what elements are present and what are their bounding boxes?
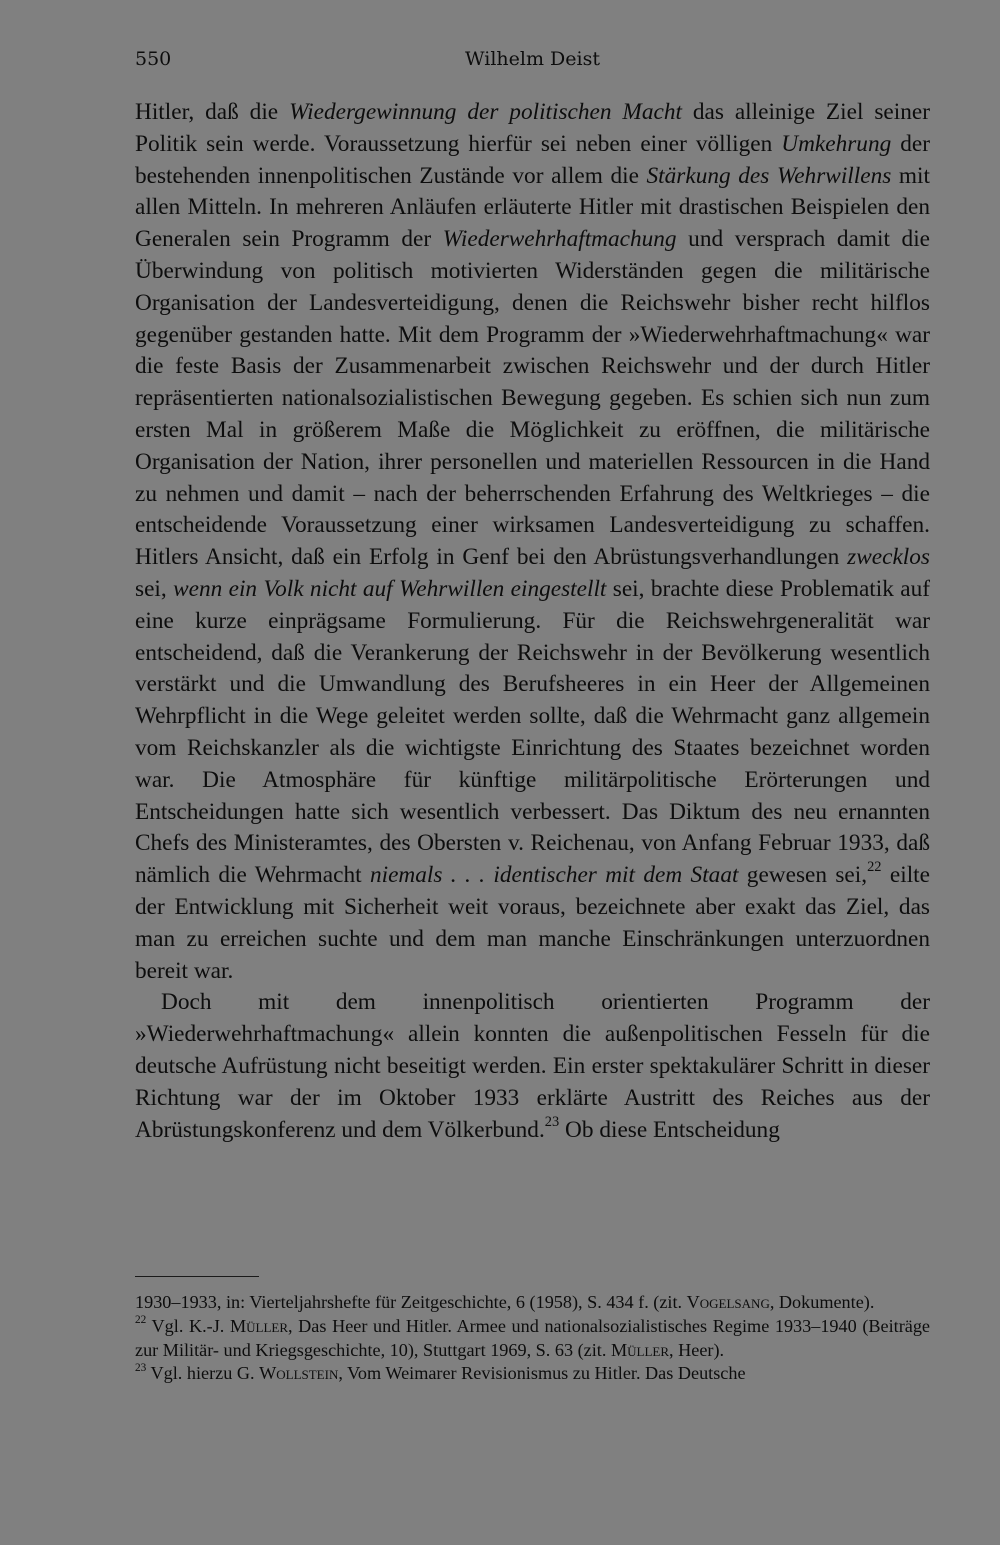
body-text: [135, 97, 930, 1146]
running-header: [135, 48, 930, 76]
text-span: , Heer).: [669, 1339, 725, 1360]
text-span: Vgl. hierzu G.: [146, 1363, 260, 1384]
author-name: Müller: [610, 1339, 670, 1360]
text-span: Vgl. K.-J.: [146, 1315, 230, 1336]
emphasis: zwecklos: [847, 544, 930, 571]
text-span: und versprach damit die Überwindung von politisch motivierten Widerständen gegen die militärische Organisation der Landesverteidigung, denen die Reichswehr bisher recht hilflos gegenüber gestanden hatte. Mit dem Programm der »Wiederwehrhaftmachung« war die feste Basis der Zusammenarbeit zwischen Reichswehr und der durch Hitler repräsentierten nationalsozialistischen Bewegung gegeben. Es schien sich nun zum ersten Mal in größerem Maße die Möglichkeit zu eröffnen, die militärische Organisation der Nation, ihrer personellen und materiellen Ressourcen in die Hand zu nehmen und damit – nach der beherrschenden Erfahrung des Weltkrieges – die entscheidende Voraussetzung einer wirksamen Landesverteidigung zu schaffen. Hitlers Ansicht, daß ein Erfolg in Genf bei den Abrüstungsverhandlungen: [135, 226, 931, 571]
running-head-author: Wilhelm Deist: [465, 48, 600, 70]
text-span: der bestehenden innenpolitischen Zustände vor allem die: [135, 130, 930, 189]
paragraph-2: [135, 987, 930, 1146]
text-span: Doch mit dem innenpolitisch orientierten Programm der »Wiederwehrhaftmachung« allein konnten die außenpolitischen Fesseln für die deutsche Aufrüstung nicht beseitigt werden. Ein erster spektakulärer Schritt in dieser Richtung war der im Oktober 1933 erklärte Austritt des Reiches aus der Abrüstungskonferenz und dem Völkerbund.: [135, 989, 930, 1143]
emphasis: Wiederwehrhaftmachung: [442, 226, 677, 253]
footnote-number: 23: [135, 1361, 147, 1374]
text-span: mit allen Mitteln. In mehreren Anläufen erläuterte Hitler mit drastischen Beispielen den Generalen sein Programm der: [135, 162, 930, 253]
text-span: das alleinige Ziel seiner Politik sein werde. Voraussetzung hierfür sei neben einer völligen: [135, 99, 930, 157]
author-name: Vogelsang: [686, 1292, 770, 1312]
footnote-23: [135, 1362, 930, 1386]
page-number: 550: [135, 48, 172, 70]
emphasis: Umkehrung: [781, 130, 892, 157]
text-span: , Vom Weimarer Revisionismus zu Hitler. Das Deutsche: [338, 1363, 746, 1384]
text-span: Hitler, daß die: [135, 99, 290, 125]
text-span: , Dokumente).: [769, 1292, 875, 1312]
text-span: , Das Heer und Hitler. Armee und nationalsozialistisches Regime 1933–1940 (Beiträge zur Militär- und Kriegsgeschichte, 10), Stuttgart 1969, S. 63 (zit.: [135, 1315, 930, 1360]
paragraph-1: [135, 97, 930, 987]
emphasis: Wiedergewinnung der politischen Macht: [289, 99, 682, 125]
emphasis: Stärkung des Wehrwillens: [646, 162, 892, 189]
footnote-22: [135, 1315, 930, 1363]
footnotes: [135, 1291, 930, 1386]
footnote-number: 22: [135, 1314, 147, 1327]
footnote-ref-22[interactable]: 22: [867, 859, 882, 876]
author-name: Wollstein: [259, 1363, 339, 1384]
text-span: 1930–1933, in: Vierteljahrshefte für Zeitgeschichte, 6 (1958), S. 434 f. (zit.: [135, 1292, 687, 1312]
emphasis: wenn ein Volk nicht auf Wehrwillen eingestellt: [173, 575, 607, 602]
text-span: gewesen sei,: [738, 862, 868, 889]
author-name: Müller: [229, 1315, 289, 1336]
text-span: eilte der Entwicklung mit Sicherheit weit voraus, bezeichnete aber exakt das Ziel, das man zu erreichen suchte und dem man manche Einschränkungen unterzuordnen bereit war.: [135, 862, 930, 984]
emphasis: niemals . . . identischer mit dem Staat: [369, 862, 739, 889]
footnote-ref-23[interactable]: 23: [544, 1113, 560, 1130]
text-span: sei,: [135, 575, 174, 602]
footnote-continuation: [135, 1291, 930, 1315]
text-span: sei, brachte diese Problematik auf eine kurze einprägsame Formulierung. Für die Reichswehrgeneralität war entscheidend, daß die Verankerung der Reichswehr in der Bevölkerung wesentlich verstärkt und die Umwandlung des Berufsheeres in ein Heer der Allgemeinen Wehrpflicht in die Wege geleitet werden sollte, daß die Wehrmacht ganz allgemein vom Reichskanzler als die wichtigste Einrichtung des Staates bezeichnet worden war. Die Atmosphäre für künftige militärpolitische Erörterungen und Entscheidungen hatte sich wesentlich verbessert. Das Diktum des neu ernannten Chefs des Ministeramtes, des Obersten v. Reichenau, von Anfang Februar 1933, daß nämlich die Wehrmacht: [135, 575, 930, 889]
footnote-divider: [135, 1276, 259, 1277]
text-span: Ob diese Entscheidung: [559, 1116, 780, 1143]
